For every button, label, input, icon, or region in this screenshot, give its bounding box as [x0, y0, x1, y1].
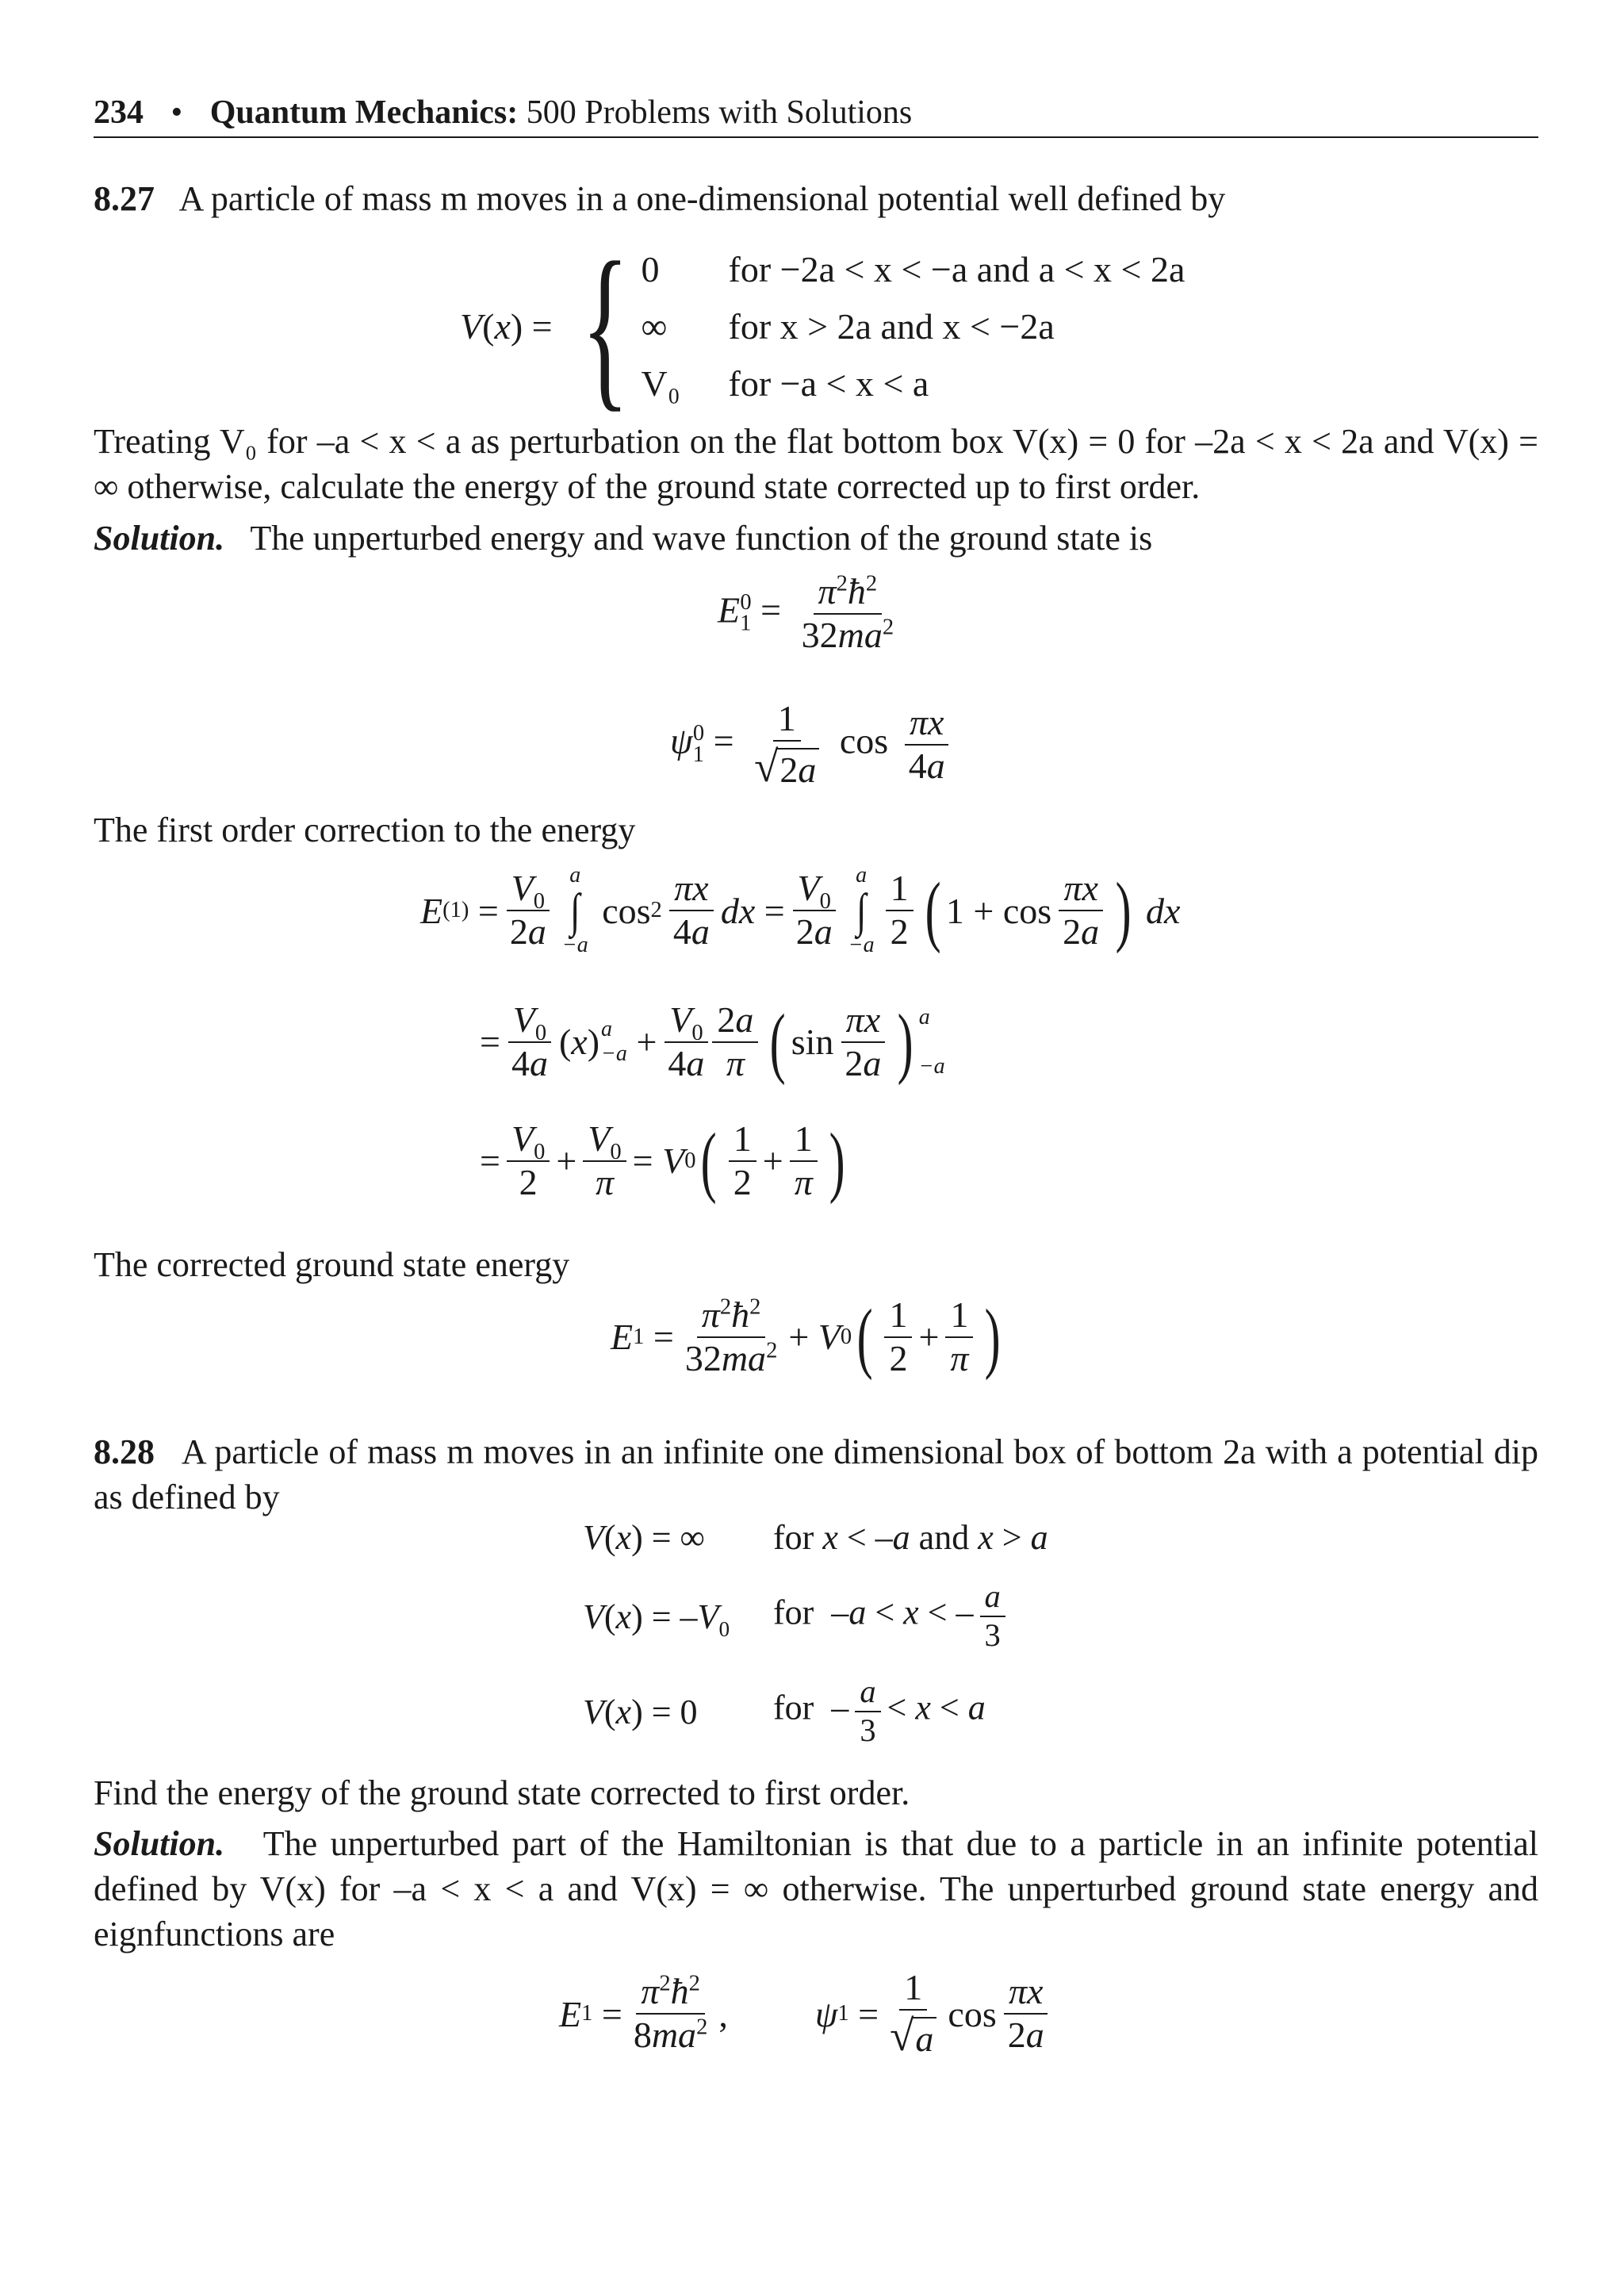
corrected-energy-text: The corrected ground state energy [94, 1245, 570, 1284]
case-row: 0 for −2a < x < −a and a < x < 2a [641, 248, 1185, 289]
first-order-text: The first order correction to the energy [94, 811, 636, 849]
case-row: V₀ for −a < x < a [641, 362, 929, 404]
header-bullet: • [170, 94, 183, 131]
page-number: 234 [94, 94, 144, 131]
potential-dip-equations: V(x) = ∞ for x < –a and x > a $V(x) = -V_0$ for –a < x < – $\frac{a}{3}$ V(x) = 0 for – $\frac{a}{3}$ < x < a [583, 1517, 1048, 1748]
book-subtitle: 500 Problems with Solutions [526, 94, 913, 131]
case-row: ∞ for x > 2a and x < −2a [641, 305, 1055, 347]
unperturbed-wavefunction-equation: $\psi_1^0$ = 1 √ 2a cos $\frac{\pi x}{4a}$ [670, 698, 956, 792]
first-order-evaluation-equation: = $\frac{V_0}{4a}$ ( x ) a −a + $\frac{V_0}{4a}$ $\frac{2a}{\pi}$ ( sin $\frac{\pi x}{2a}$ ) a −a [480, 997, 945, 1086]
left-brace: { [580, 224, 630, 427]
problem-number: 8.27 [94, 179, 155, 218]
problem-number: 8.28 [94, 1432, 155, 1471]
corrected-energy-equation: E 1 = $\frac{\pi^2ħ^2}{32ma^2}$ + V 0 ( $\frac{1}{2}$ + $\frac{1}{\pi}$ ) [611, 1292, 1002, 1381]
problem-statement: A particle of mass m moves in a one-dimensional potential well defined by [178, 179, 1226, 218]
first-order-integral-equation: E (1) = $\frac{V_0}{2a}$ a ∫ −a cos 2 $\frac{\pi x}{4a}$ dx = $\frac{V_0}{2a}$ a ∫ −a $\frac{1}{2}$ ( 1 + cos $\frac{\pi x}{2a}$ ) dx [420, 863, 1181, 957]
solution-label: Solution. [94, 1824, 225, 1863]
unperturbed-ground-state-equation: E 1 = $\frac{\pi^2ħ^2}{8ma^2}$ , ψ 1 = 1 √ a cos $\frac{\pi x}{2a}$ [559, 1967, 1055, 2061]
problem-827-statement [94, 176, 1225, 221]
header-rule [94, 136, 1538, 138]
first-order-result-equation: = $\frac{V_0}{2}$ + $\frac{V_0}{\pi}$ = V 0 ( $\frac{1}{2}$ + $\frac{1}{\pi}$ ) [480, 1116, 845, 1205]
find-energy-text: Find the energy of the ground state corrected to first order. [94, 1773, 910, 1812]
potential-cases-equation: V ( x ) = { 0 for −2a < x < −a and a < x < 2a ∞ for x > 2a and x < −2a V₀ for −a < x < a [460, 224, 1185, 427]
solution-paragraph-828: Solution. The unperturbed part of the Hamiltonian is that due to a particle in an infinite potential defined by V(x) for –a < x < a and V(x) = ∞ otherwise. The unperturbed ground state energy and eignfunctions are [94, 1824, 1538, 1954]
book-title: Quantum Mechanics: [209, 94, 519, 131]
running-header [94, 94, 912, 132]
solution-label: Solution. [94, 519, 225, 558]
treating-paragraph: Treating V₀ for –a < x < a as perturbation on the flat bottom box V(x) = 0 for –2a < x < 2a and V(x) = ∞ otherwise, calculate the energy of the ground state corrected up to first order. [94, 422, 1538, 507]
unperturbed-energy-equation: $E_1^0$ = $\frac{\pi^2ħ^2}{32ma^2}$ [718, 571, 894, 655]
problem-statement: A particle of mass m moves in an infinite one dimensional box of bottom 2a with a potential dip as defined by [94, 1432, 1539, 1517]
solution-line-827: Solution. The unperturbed energy and wave function of the ground state is [94, 519, 1153, 558]
